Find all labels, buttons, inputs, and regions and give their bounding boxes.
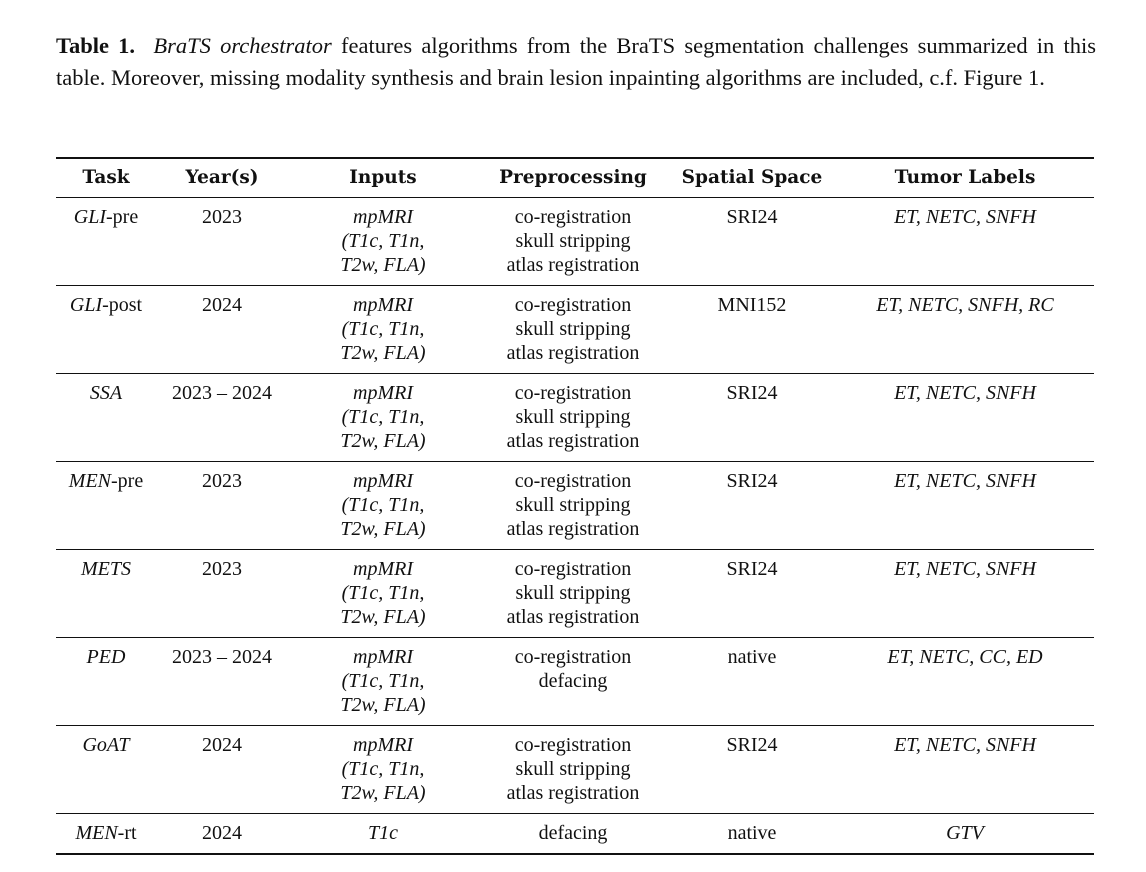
caption-label: Table 1. [56, 33, 136, 58]
cell-tumor-labels: ET, NETC, SNFH, RC [876, 294, 1054, 316]
inputs-line: T2w, FLA) [340, 606, 426, 628]
cell-task [56, 286, 156, 374]
inputs-line: T2w, FLA) [340, 430, 426, 452]
task-name: MEN [75, 822, 118, 844]
preprocessing-step: skull stripping [515, 230, 631, 252]
inputs-line: mpMRI [353, 382, 413, 404]
preprocessing-step: co-registration [514, 734, 632, 756]
table-row [56, 462, 1094, 550]
cell-task [56, 462, 156, 550]
cell-spatial-space: MNI152 [717, 294, 787, 316]
inputs-line: mpMRI [353, 470, 413, 492]
preprocessing-step: defacing [538, 822, 608, 844]
cell-preprocessing [478, 726, 668, 814]
table-row [56, 638, 1094, 726]
header-years: Year(s) [185, 167, 259, 188]
header-task: Task [82, 167, 130, 188]
cell-inputs [288, 198, 478, 286]
cell-task [56, 374, 156, 462]
cell-tumor-labels: ET, NETC, SNFH [894, 382, 1036, 404]
cell-year: 2023 [202, 558, 242, 580]
task-name: GLI [73, 206, 107, 228]
table-row [56, 374, 1094, 462]
preprocessing-step: atlas registration [506, 254, 640, 276]
cell-year: 2023 – 2024 [172, 646, 272, 668]
cell-year: 2024 [202, 822, 242, 844]
cell-tumor-labels: GTV [946, 822, 984, 844]
caption-italic-name: BraTS orchestrator [153, 33, 332, 58]
preprocessing-step: co-registration [514, 470, 632, 492]
cell-tumor-labels: ET, NETC, CC, ED [887, 646, 1043, 668]
cell-year: 2024 [202, 734, 242, 756]
task-name: PED [86, 646, 126, 668]
cell-inputs [288, 814, 478, 855]
inputs-line: T2w, FLA) [340, 782, 426, 804]
inputs-line: T1c [368, 822, 398, 844]
inputs-line: (T1c, T1n, [341, 318, 425, 340]
preprocessing-step: atlas registration [506, 342, 640, 364]
inputs-line: T2w, FLA) [340, 342, 426, 364]
inputs-line: (T1c, T1n, [341, 494, 425, 516]
preprocessing-step: co-registration [514, 294, 632, 316]
cell-task [56, 198, 156, 286]
header-preprocessing: Preprocessing [499, 167, 647, 188]
table-caption [56, 30, 1096, 94]
inputs-line: mpMRI [353, 294, 413, 316]
preprocessing-step: skull stripping [515, 494, 631, 516]
table-row [56, 198, 1094, 286]
cell-spatial-space: SRI24 [726, 382, 778, 404]
cell-year: 2023 [202, 470, 242, 492]
inputs-line: (T1c, T1n, [341, 582, 425, 604]
header-inputs: Inputs [349, 167, 417, 188]
task-suffix: -pre [111, 470, 144, 492]
inputs-line: (T1c, T1n, [341, 230, 425, 252]
cell-tumor-labels: ET, NETC, SNFH [894, 558, 1036, 580]
cell-inputs [288, 638, 478, 726]
task-suffix: -rt [117, 822, 137, 844]
task-name: METS [81, 558, 131, 580]
inputs-line: T2w, FLA) [340, 694, 426, 716]
preprocessing-step: atlas registration [506, 606, 640, 628]
preprocessing-step: defacing [538, 670, 608, 692]
cell-task [56, 550, 156, 638]
cell-preprocessing [478, 550, 668, 638]
task-suffix: -post [102, 294, 143, 316]
cell-spatial-space: SRI24 [726, 470, 778, 492]
preprocessing-step: skull stripping [515, 758, 631, 780]
cell-preprocessing [478, 374, 668, 462]
task-name: MEN [68, 470, 111, 492]
cell-preprocessing [478, 198, 668, 286]
cell-year: 2023 – 2024 [172, 382, 272, 404]
table-body [56, 198, 1094, 855]
header-row [56, 158, 1094, 198]
preprocessing-step: co-registration [514, 558, 632, 580]
cell-task [56, 726, 156, 814]
cell-preprocessing [478, 462, 668, 550]
cell-tumor-labels: ET, NETC, SNFH [894, 470, 1036, 492]
inputs-line: mpMRI [353, 646, 413, 668]
cell-preprocessing [478, 814, 668, 855]
cell-tumor-labels: ET, NETC, SNFH [894, 206, 1036, 228]
table-row [56, 286, 1094, 374]
preprocessing-step: co-registration [514, 206, 632, 228]
preprocessing-step: co-registration [514, 646, 632, 668]
cell-spatial-space: native [727, 822, 777, 844]
cell-year: 2024 [202, 294, 242, 316]
cell-spatial-space: native [727, 646, 777, 668]
task-name: SSA [89, 382, 123, 404]
cell-inputs [288, 286, 478, 374]
inputs-line: T2w, FLA) [340, 254, 426, 276]
inputs-line: mpMRI [353, 558, 413, 580]
preprocessing-step: atlas registration [506, 518, 640, 540]
preprocessing-step: skull stripping [515, 318, 631, 340]
inputs-line: (T1c, T1n, [341, 406, 425, 428]
cell-inputs [288, 550, 478, 638]
table-row [56, 726, 1094, 814]
cell-preprocessing [478, 638, 668, 726]
cell-task [56, 814, 156, 855]
cell-inputs [288, 726, 478, 814]
cell-preprocessing [478, 286, 668, 374]
cell-task [56, 638, 156, 726]
inputs-line: T2w, FLA) [340, 518, 426, 540]
inputs-line: mpMRI [353, 734, 413, 756]
cell-spatial-space: SRI24 [726, 558, 778, 580]
inputs-line: (T1c, T1n, [341, 758, 425, 780]
data-table [56, 157, 1094, 855]
task-name: GoAT [82, 734, 130, 756]
header-tumor-labels: Tumor Labels [894, 167, 1036, 188]
preprocessing-step: skull stripping [515, 582, 631, 604]
task-name: GLI [69, 294, 103, 316]
cell-spatial-space: SRI24 [726, 734, 778, 756]
inputs-line: (T1c, T1n, [341, 670, 425, 692]
inputs-line: mpMRI [353, 206, 413, 228]
cell-inputs [288, 462, 478, 550]
cell-tumor-labels: ET, NETC, SNFH [894, 734, 1036, 756]
cell-spatial-space: SRI24 [726, 206, 778, 228]
task-suffix: -pre [106, 206, 139, 228]
cell-year: 2023 [202, 206, 242, 228]
preprocessing-step: atlas registration [506, 430, 640, 452]
caption-text: features algorithms from the BraTS segmentation challenges summarized in this table. Moreover, missing modality synthesis and brain lesion inpainting algorithms are included, c.f. Figure 1. [56, 33, 1096, 90]
header-spatial-space: Spatial Space [681, 167, 823, 188]
preprocessing-step: skull stripping [515, 406, 631, 428]
preprocessing-step: atlas registration [506, 782, 640, 804]
table-row [56, 814, 1094, 855]
preprocessing-step: co-registration [514, 382, 632, 404]
cell-inputs [288, 374, 478, 462]
table-row [56, 550, 1094, 638]
